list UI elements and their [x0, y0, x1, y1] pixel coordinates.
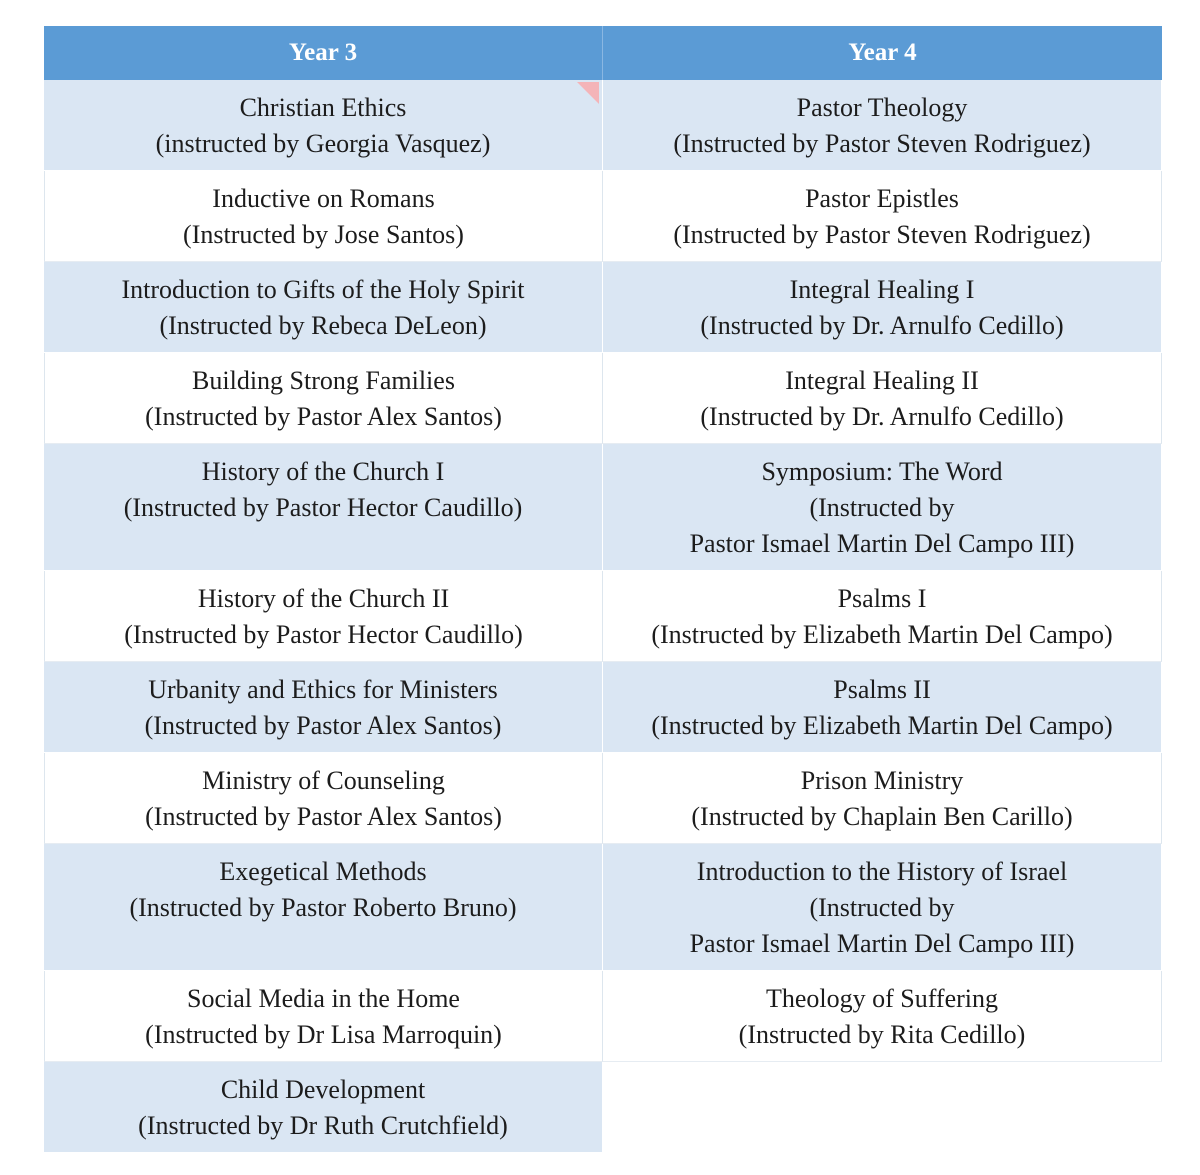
table-row [44, 444, 1162, 571]
course-instructor: (Instructed by Pastor Alex Santos) [145, 802, 502, 831]
year4-cell[interactable] [603, 662, 1162, 753]
course-title: Integral Healing II [785, 366, 979, 395]
table-row [44, 844, 1162, 971]
course-title: Prison Ministry [800, 766, 964, 795]
course-instructor: (Instructed by Jose Santos) [183, 220, 464, 249]
course-title: Ministry of Counseling [202, 766, 445, 795]
year3-cell[interactable] [44, 571, 603, 662]
year4-cell[interactable] [603, 353, 1162, 444]
year4-cell[interactable] [603, 444, 1162, 571]
year4-cell[interactable] [603, 80, 1162, 171]
course-instructor: (instructed by Georgia Vasquez) [155, 129, 491, 158]
course-title: Christian Ethics [239, 93, 407, 122]
table-row [44, 971, 1162, 1062]
year3-cell[interactable] [44, 444, 603, 571]
course-instructor: (Instructed by Pastor Alex Santos) [145, 402, 502, 431]
table-row [44, 262, 1162, 353]
course-title: Inductive on Romans [212, 184, 435, 213]
table-row [44, 171, 1162, 262]
year3-cell[interactable] [44, 171, 603, 262]
course-instructor-cont: Pastor Ismael Martin Del Campo III) [689, 929, 1075, 958]
course-title: History of the Church I [201, 457, 445, 486]
year4-cell[interactable] [603, 571, 1162, 662]
year4-cell[interactable] [603, 171, 1162, 262]
course-instructor: (Instructed by [809, 893, 955, 922]
course-instructor: (Instructed by Elizabeth Martin Del Campo) [651, 711, 1113, 740]
course-instructor: (Instructed by Pastor Alex Santos) [144, 711, 502, 740]
year3-cell[interactable] [44, 662, 603, 753]
course-title: Child Development [220, 1075, 426, 1104]
table-row [44, 753, 1162, 844]
course-title: Integral Healing I [789, 275, 975, 304]
year4-empty-cell [603, 1062, 1162, 1153]
course-title: Psalms I [837, 584, 927, 613]
year3-cell[interactable] [44, 844, 603, 971]
course-table [44, 26, 1162, 1153]
table-row [44, 353, 1162, 444]
course-instructor: (Instructed by Pastor Hector Caudillo) [124, 620, 523, 649]
course-instructor: (Instructed by Elizabeth Martin Del Campo) [651, 620, 1113, 649]
course-title: Building Strong Families [192, 366, 455, 395]
course-title: Introduction to Gifts of the Holy Spirit [121, 275, 525, 304]
comment-indicator-icon[interactable] [577, 82, 599, 104]
course-instructor: (Instructed by Dr Lisa Marroquin) [145, 1020, 502, 1049]
header-row [44, 26, 1162, 80]
year3-cell[interactable] [44, 80, 603, 171]
year3-cell[interactable] [44, 1062, 603, 1153]
year3-cell[interactable] [44, 262, 603, 353]
table-row [44, 1062, 1162, 1153]
course-instructor: (Instructed by Chaplain Ben Carillo) [691, 802, 1073, 831]
year4-cell[interactable] [603, 971, 1162, 1062]
course-instructor: (Instructed by [809, 493, 955, 522]
course-title: Exegetical Methods [219, 857, 427, 886]
course-instructor: (Instructed by Dr. Arnulfo Cedillo) [700, 402, 1064, 431]
course-instructor: (Instructed by Pastor Hector Caudillo) [123, 493, 523, 522]
course-title: Introduction to the History of Israel [696, 857, 1068, 886]
year4-cell[interactable] [603, 262, 1162, 353]
course-instructor: (Instructed by Rita Cedillo) [738, 1020, 1026, 1049]
course-title: Pastor Epistles [805, 184, 959, 213]
course-instructor-cont: Pastor Ismael Martin Del Campo III) [689, 529, 1075, 558]
course-instructor: (Instructed by Dr. Arnulfo Cedillo) [700, 311, 1064, 340]
course-instructor: (Instructed by Pastor Steven Rodriguez) [673, 220, 1091, 249]
course-title: History of the Church II [197, 584, 450, 613]
course-title: Symposium: The Word [761, 457, 1003, 486]
course-instructor: (Instructed by Rebeca DeLeon) [159, 311, 487, 340]
course-title: Theology of Suffering [765, 984, 999, 1013]
course-title: Psalms II [833, 675, 931, 704]
table-row [44, 662, 1162, 753]
year3-cell[interactable] [44, 971, 603, 1062]
table-row [44, 571, 1162, 662]
course-instructor: (Instructed by Pastor Steven Rodriguez) [673, 129, 1091, 158]
year4-cell[interactable] [603, 844, 1162, 971]
header-year-3[interactable]: Year 3 [44, 26, 603, 80]
course-title: Social Media in the Home [187, 984, 460, 1013]
header-year-4[interactable]: Year 4 [603, 26, 1162, 80]
course-title: Urbanity and Ethics for Ministers [148, 675, 498, 704]
course-instructor: (Instructed by Pastor Roberto Bruno) [129, 893, 517, 922]
course-title: Pastor Theology [796, 93, 968, 122]
year4-cell[interactable] [603, 753, 1162, 844]
course-instructor: (Instructed by Dr Ruth Crutchfield) [138, 1111, 508, 1140]
year3-cell[interactable] [44, 753, 603, 844]
year3-cell[interactable] [44, 353, 603, 444]
table-row [44, 80, 1162, 171]
